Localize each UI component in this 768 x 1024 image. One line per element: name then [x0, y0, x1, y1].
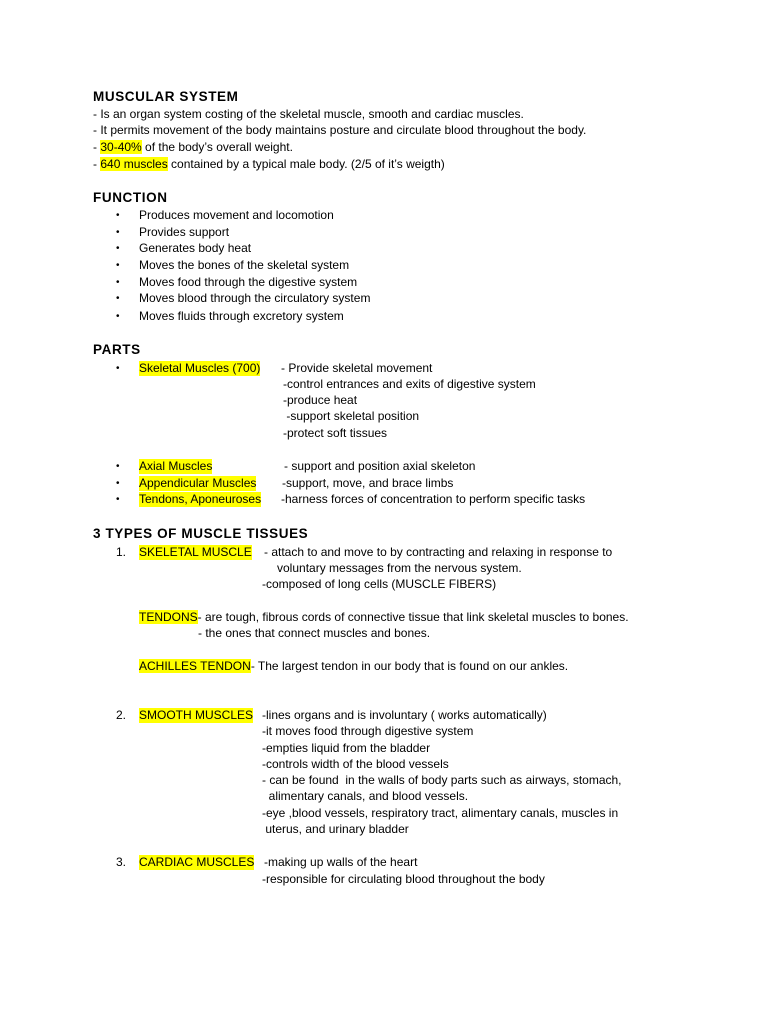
- highlighted-term: 30-40%: [100, 140, 142, 154]
- part-description: -support skeletal position: [283, 409, 420, 423]
- type-description: -making up walls of the heart: [264, 855, 418, 869]
- part-description: -support, move, and brace limbs: [282, 476, 454, 490]
- type-description: voluntary messages from the nervous system.: [277, 561, 522, 575]
- bullet: •: [116, 363, 120, 374]
- bullet: •: [116, 293, 120, 304]
- achilles-note: [139, 659, 568, 674]
- type-description: -controls width of the blood vessels: [262, 757, 449, 771]
- list-number: 2.: [116, 708, 127, 722]
- bullet: •: [116, 461, 120, 472]
- highlighted-term: Skeletal Muscles (700): [139, 361, 261, 375]
- type-description: -eye ,blood vessels, respiratory tract, alimentary canals, muscles in: [262, 806, 619, 820]
- part-description: -control entrances and exits of digestive system: [283, 377, 536, 391]
- part-description: -produce heat: [283, 393, 358, 407]
- highlighted-term: ACHILLES TENDON: [139, 659, 251, 673]
- highlighted-term: Appendicular Muscles: [139, 476, 257, 490]
- list-item: Provides support: [139, 225, 230, 239]
- part-description: - Provide skeletal movement: [281, 361, 433, 375]
- bullet: •: [116, 243, 120, 254]
- section-title-muscular-system: MUSCULAR SYSTEM: [93, 89, 239, 104]
- part-description: -harness forces of concentration to perform specific tasks: [281, 492, 586, 506]
- type-description: alimentary canals, and blood vessels.: [262, 789, 469, 803]
- section-title-function: FUNCTION: [93, 190, 168, 205]
- highlighted-term: SMOOTH MUSCLES: [139, 708, 254, 722]
- bullet: •: [116, 478, 120, 489]
- tendons-note: [139, 610, 629, 625]
- list-item: Produces movement and locomotion: [139, 208, 334, 222]
- list-item: Generates body heat: [139, 241, 252, 255]
- bullet: •: [116, 227, 120, 238]
- type-description: -lines organs and is involuntary ( works automatically): [262, 708, 547, 722]
- intro-text: -: [93, 140, 101, 154]
- intro-line: [93, 140, 293, 155]
- bullet: •: [116, 311, 120, 322]
- intro-line: - Is an organ system costing of the skeletal muscle, smooth and cardiac muscles.: [93, 107, 524, 121]
- intro-line: [93, 157, 445, 172]
- list-item: Moves food through the digestive system: [139, 275, 358, 289]
- type-description: -it moves food through digestive system: [262, 724, 474, 738]
- list-item: Moves fluids through excretory system: [139, 309, 344, 323]
- intro-text: of the body’s overall weight.: [141, 140, 293, 154]
- highlighted-term: TENDONS: [139, 610, 198, 624]
- highlighted-term: CARDIAC MUSCLES: [139, 855, 255, 869]
- list-number: 3.: [116, 855, 127, 869]
- list-item: Moves blood through the circulatory system: [139, 291, 371, 305]
- note-text: - The largest tendon in our body that is found on our ankles.: [250, 659, 569, 673]
- part-description: -protect soft tissues: [283, 426, 388, 440]
- type-description: -empties liquid from the bladder: [262, 741, 431, 755]
- section-title-types: 3 TYPES OF MUSCLE TISSUES: [93, 526, 309, 541]
- type-description: - can be found in the walls of body parts such as airways, stomach,: [262, 773, 622, 787]
- part-description: - support and position axial skeleton: [284, 459, 476, 473]
- bullet: •: [116, 494, 120, 505]
- type-description: uterus, and urinary bladder: [262, 822, 409, 836]
- type-description: -composed of long cells (MUSCLE FIBERS): [262, 577, 497, 591]
- list-item: Moves the bones of the skeletal system: [139, 258, 350, 272]
- bullet: •: [116, 210, 120, 221]
- note-text: - are tough, fibrous cords of connective tissue that link skeletal muscles to bones.: [197, 610, 629, 624]
- highlighted-term: 640 muscles: [100, 157, 168, 171]
- bullet: •: [116, 260, 120, 271]
- intro-text: -: [93, 157, 101, 171]
- bullet: •: [116, 277, 120, 288]
- type-description: -responsible for circulating blood throughout the body: [262, 872, 545, 886]
- intro-text: contained by a typical male body. (2/5 of it’s weigth): [167, 157, 445, 171]
- section-title-parts: PARTS: [93, 342, 141, 357]
- intro-line: - It permits movement of the body maintains posture and circulate blood throughout the body.: [93, 123, 587, 137]
- highlighted-term: SKELETAL MUSCLE: [139, 545, 252, 559]
- type-description: - attach to and move to by contracting and relaxing in response to: [264, 545, 613, 559]
- highlighted-term: Axial Muscles: [139, 459, 213, 473]
- list-number: 1.: [116, 545, 127, 559]
- highlighted-term: Tendons, Aponeuroses: [139, 492, 262, 506]
- note-text: - the ones that connect muscles and bones.: [198, 626, 431, 640]
